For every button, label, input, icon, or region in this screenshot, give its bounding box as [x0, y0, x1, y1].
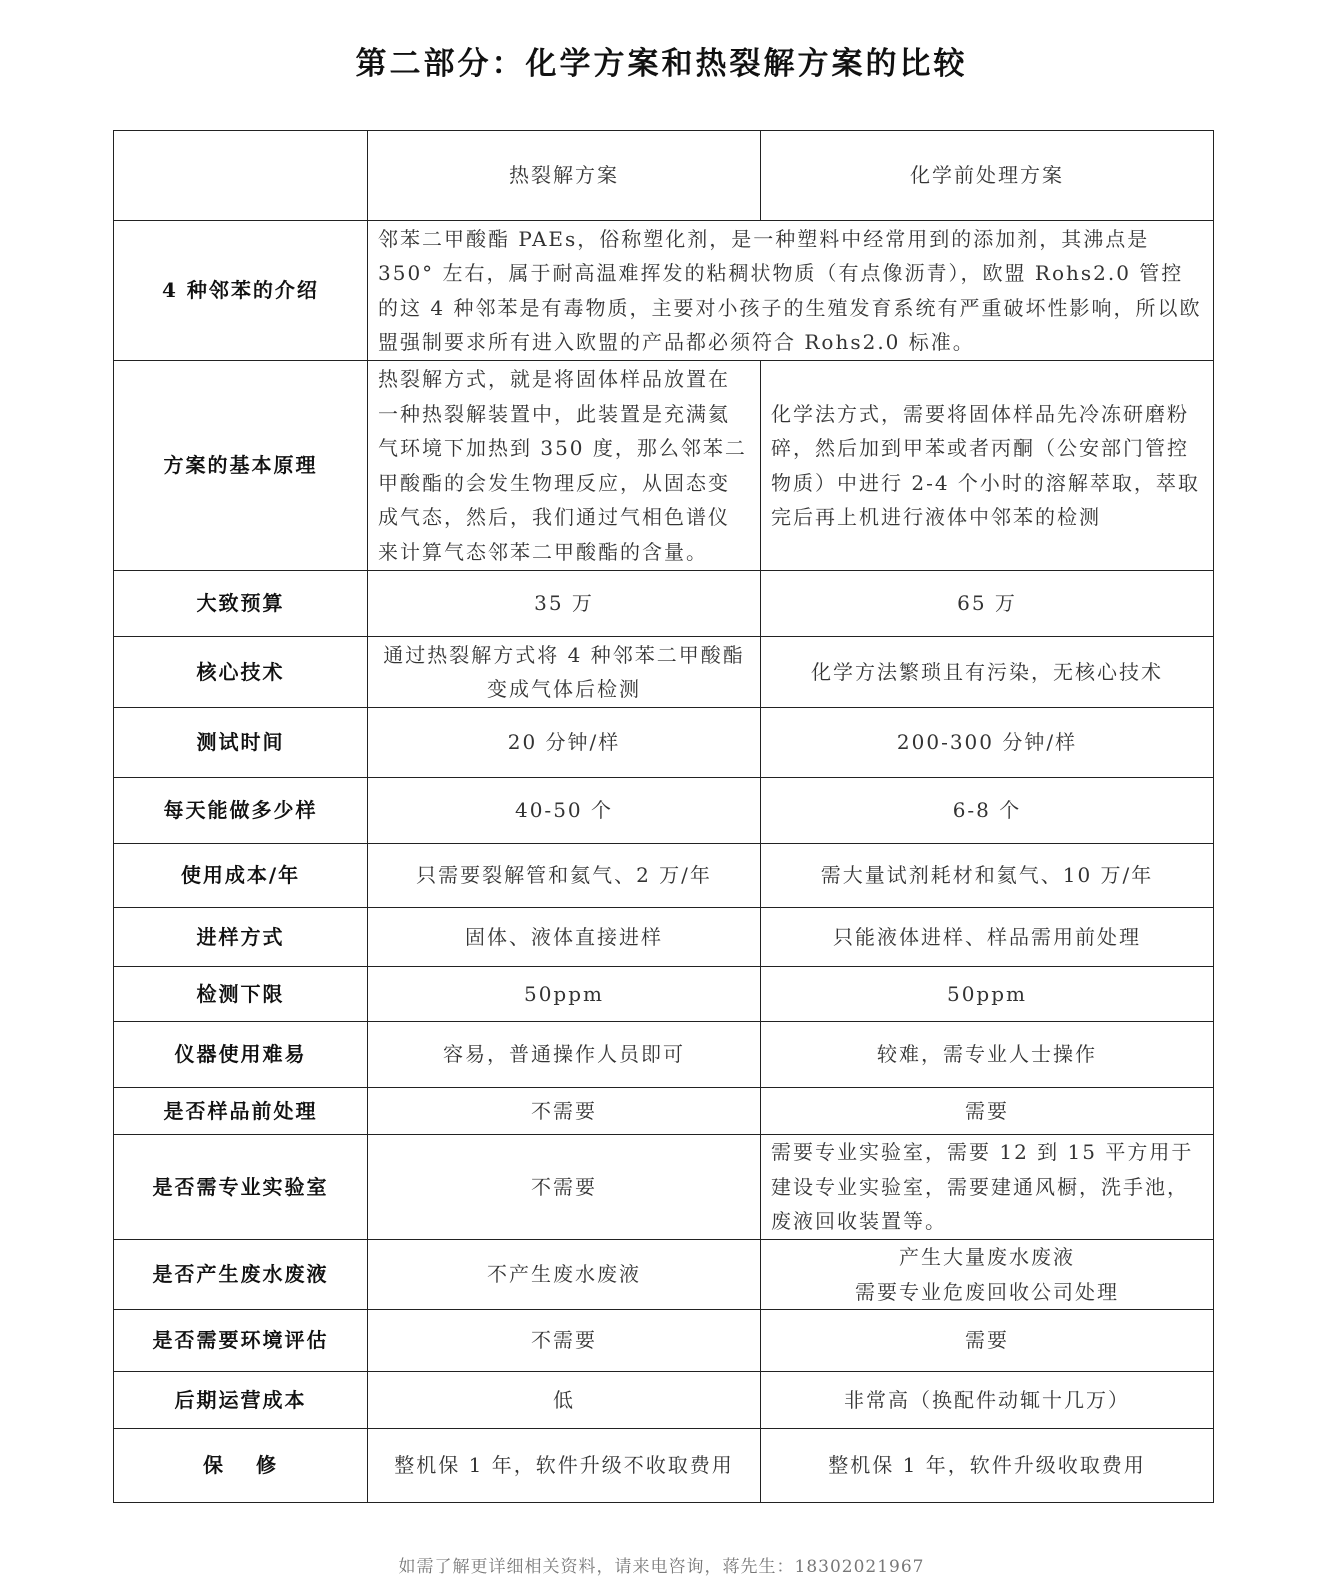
- header-empty: [114, 131, 368, 221]
- table-row: [114, 844, 1214, 908]
- pyrolysis-cell: 热裂解方式，就是将固体样品放置在一种热裂解装置中，此装置是充满氦气环境下加热到 350 度，那么邻苯二甲酸酯的会发生物理反应，从固态变成气态，然后，我们通过气相色谱仪来计算气态邻苯二甲酸酯的含量。: [368, 361, 761, 571]
- row-label: 检测下限: [114, 967, 368, 1022]
- chemical-cell: 50ppm: [761, 967, 1214, 1022]
- pyrolysis-cell: 不产生废水废液: [368, 1240, 761, 1310]
- row-label: 保 修: [114, 1429, 368, 1503]
- intro-text: 邻苯二甲酸酯 PAEs，俗称塑化剂，是一种塑料中经常用到的添加剂，其沸点是 350° 左右，属于耐高温难挥发的粘稠状物质（有点像沥青），欧盟 Rohs2.0 管控的这 4 种邻苯是有毒物质，主要对小孩子的生殖发育系统有严重破坏性影响，所以欧盟强制要求所有进入欧盟的产品都必须符合 Rohs2.0 标准。: [368, 221, 1214, 361]
- pyrolysis-cell: 50ppm: [368, 967, 761, 1022]
- table-row: [114, 908, 1214, 967]
- table-row: [114, 1088, 1214, 1135]
- chemical-cell: 需要: [761, 1088, 1214, 1135]
- chemical-cell: 化学方法繁琐且有污染，无核心技术: [761, 637, 1214, 708]
- pyrolysis-cell: 只需要裂解管和氦气、2 万/年: [368, 844, 761, 908]
- row-label: 大致预算: [114, 571, 368, 637]
- row-label: 是否需专业实验室: [114, 1135, 368, 1240]
- chemical-cell: 非常高（换配件动辄十几万）: [761, 1372, 1214, 1429]
- chemical-cell: 200-300 分钟/样: [761, 708, 1214, 778]
- chemical-cell: 需要专业实验室，需要 12 到 15 平方用于建设专业实验室，需要建通风橱，洗手池，废液回收装置等。: [761, 1135, 1214, 1240]
- row-label: 测试时间: [114, 708, 368, 778]
- intro-row: [114, 221, 1214, 361]
- row-label: 是否需要环境评估: [114, 1310, 368, 1372]
- table-row: [114, 571, 1214, 637]
- chemical-cell: 只能液体进样、样品需用前处理: [761, 908, 1214, 967]
- row-label: 是否样品前处理: [114, 1088, 368, 1135]
- pyrolysis-cell: 容易，普通操作人员即可: [368, 1022, 761, 1088]
- table-row: [114, 778, 1214, 844]
- pyrolysis-cell: 通过热裂解方式将 4 种邻苯二甲酸酯变成气体后检测: [368, 637, 761, 708]
- pyrolysis-cell: 整机保 1 年，软件升级不收取费用: [368, 1429, 761, 1503]
- row-label: 方案的基本原理: [114, 361, 368, 571]
- chemical-cell: 6-8 个: [761, 778, 1214, 844]
- header-chemical: 化学前处理方案: [761, 131, 1214, 221]
- row-label: 每天能做多少样: [114, 778, 368, 844]
- table-header-row: [114, 131, 1214, 221]
- chemical-cell: 65 万: [761, 571, 1214, 637]
- pyrolysis-cell: 40-50 个: [368, 778, 761, 844]
- pyrolysis-cell: 不需要: [368, 1310, 761, 1372]
- pyrolysis-cell: 不需要: [368, 1088, 761, 1135]
- header-pyrolysis: 热裂解方案: [368, 131, 761, 221]
- table-row: [114, 1372, 1214, 1429]
- chemical-cell: 需要: [761, 1310, 1214, 1372]
- table-row: [114, 708, 1214, 778]
- pyrolysis-cell: 20 分钟/样: [368, 708, 761, 778]
- page-title: 第二部分：化学方案和热裂解方案的比较: [355, 46, 968, 82]
- table-row: [114, 967, 1214, 1022]
- table-row: [114, 637, 1214, 708]
- chemical-cell: 较难，需专业人士操作: [761, 1022, 1214, 1088]
- table-row: [114, 1240, 1214, 1310]
- table-row: [114, 1429, 1214, 1503]
- comparison-table: [113, 130, 1214, 1503]
- row-label: 进样方式: [114, 908, 368, 967]
- row-label: 核心技术: [114, 637, 368, 708]
- pyrolysis-cell: 不需要: [368, 1135, 761, 1240]
- chemical-cell: 产生大量废水废液 需要专业危废回收公司处理: [761, 1240, 1214, 1310]
- table-row: [114, 1022, 1214, 1088]
- chemical-cell: 化学法方式，需要将固体样品先冷冻研磨粉碎，然后加到甲苯或者丙酮（公安部门管控物质）中进行 2-4 个小时的溶解萃取，萃取完后再上机进行液体中邻苯的检测: [761, 361, 1214, 571]
- chemical-cell: 整机保 1 年，软件升级收取费用: [761, 1429, 1214, 1503]
- row-label: 使用成本/年: [114, 844, 368, 908]
- row-label: 后期运营成本: [114, 1372, 368, 1429]
- row-label: 仪器使用难易: [114, 1022, 368, 1088]
- table-row: [114, 361, 1214, 571]
- row-label: 4 种邻苯的介绍: [114, 221, 368, 361]
- row-label: 是否产生废水废液: [114, 1240, 368, 1310]
- chemical-cell: 需大量试剂耗材和氦气、10 万/年: [761, 844, 1214, 908]
- footer-contact: 如需了解更详细相关资料，请来电咨询，蒋先生：18302021967: [398, 1557, 925, 1577]
- table-row: [114, 1310, 1214, 1372]
- pyrolysis-cell: 固体、液体直接进样: [368, 908, 761, 967]
- pyrolysis-cell: 低: [368, 1372, 761, 1429]
- pyrolysis-cell: 35 万: [368, 571, 761, 637]
- table-row: [114, 1135, 1214, 1240]
